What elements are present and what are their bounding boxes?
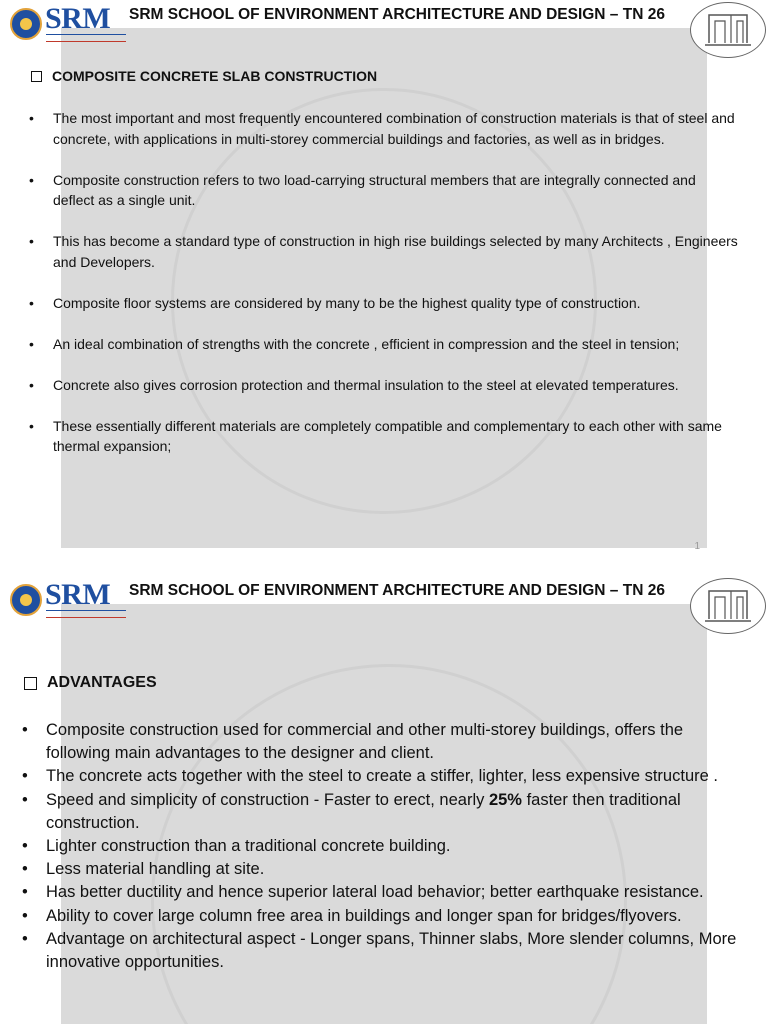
list-item: • Composite construction refers to two load-carrying structural members that are integrally connected and deflect as a single unit. [29, 170, 739, 211]
section-heading-text: ADVANTAGES [47, 674, 157, 691]
list-item-emphasis: 25% [488, 790, 522, 809]
list-item: • An ideal combination of strengths with the concrete , efficient in compression and the steel in tension; [29, 334, 739, 355]
logo-wordmark: SRM [45, 2, 111, 35]
school-emblem-icon [690, 578, 766, 634]
school-emblem-icon [690, 2, 766, 58]
section-heading [24, 674, 157, 692]
list-item: • These essentially different materials are completely compatible and complementary to each other with same thermal expansion; [29, 416, 739, 457]
list-item: • Less material handling at site. [22, 858, 738, 881]
list-item: • Has better ductility and hence superior lateral load behavior; better earthquake resistance. [22, 881, 738, 904]
bullet-list [22, 719, 738, 974]
list-item: • Advantage on architectural aspect - Longer spans, Thinner slabs, More slender columns, More innovative opportunities. [22, 928, 738, 974]
list-item: • Composite floor systems are considered by many to be the highest quality type of construction. [29, 293, 739, 314]
section-heading [31, 68, 377, 84]
list-item: • Concrete also gives corrosion protection and thermal insulation to the steel at elevated temperatures. [29, 375, 739, 396]
srm-logo [10, 578, 128, 620]
logo-wordmark: SRM [45, 578, 111, 611]
checkbox-bullet-icon [31, 71, 42, 82]
list-item-text: Speed and simplicity of construction - Faster to erect, nearly [46, 790, 489, 809]
page-number: 1 [694, 541, 700, 552]
list-item: • This has become a standard type of construction in high rise buildings selected by many Architects , Engineers and Developers. [29, 231, 739, 272]
list-item: • The most important and most frequently encountered combination of construction materials is that of steel and concrete, with applications in multi-storey commercial buildings and factories, as well as in bridges. [29, 108, 739, 149]
list-item: • Lighter construction than a traditional concrete building. [22, 835, 738, 858]
list-item-text: faster then traditional construction. [46, 790, 681, 832]
bullet-list [29, 108, 739, 477]
list-item: • The concrete acts together with the steel to create a stiffer, lighter, less expensive structure . [22, 765, 738, 788]
logo-subline [46, 34, 126, 42]
emblem-icon [10, 584, 42, 616]
slide-2 [0, 576, 768, 1024]
list-item [22, 789, 738, 835]
checkbox-bullet-icon [24, 677, 37, 690]
section-heading-text: COMPOSITE CONCRETE SLAB CONSTRUCTION [52, 68, 378, 84]
list-item: • Composite construction used for commercial and other multi-storey buildings, offers the following main advantages to the designer and client. [22, 719, 738, 765]
srm-logo [10, 2, 128, 44]
header-title: SRM SCHOOL OF ENVIRONMENT ARCHITECTURE AND DESIGN – TN 26 [129, 6, 665, 23]
emblem-icon [10, 8, 42, 40]
list-item: • Ability to cover large column free area in buildings and longer span for bridges/flyovers. [22, 905, 738, 928]
header-title: SRM SCHOOL OF ENVIRONMENT ARCHITECTURE AND DESIGN – TN 26 [129, 582, 665, 599]
logo-subline [46, 610, 126, 618]
